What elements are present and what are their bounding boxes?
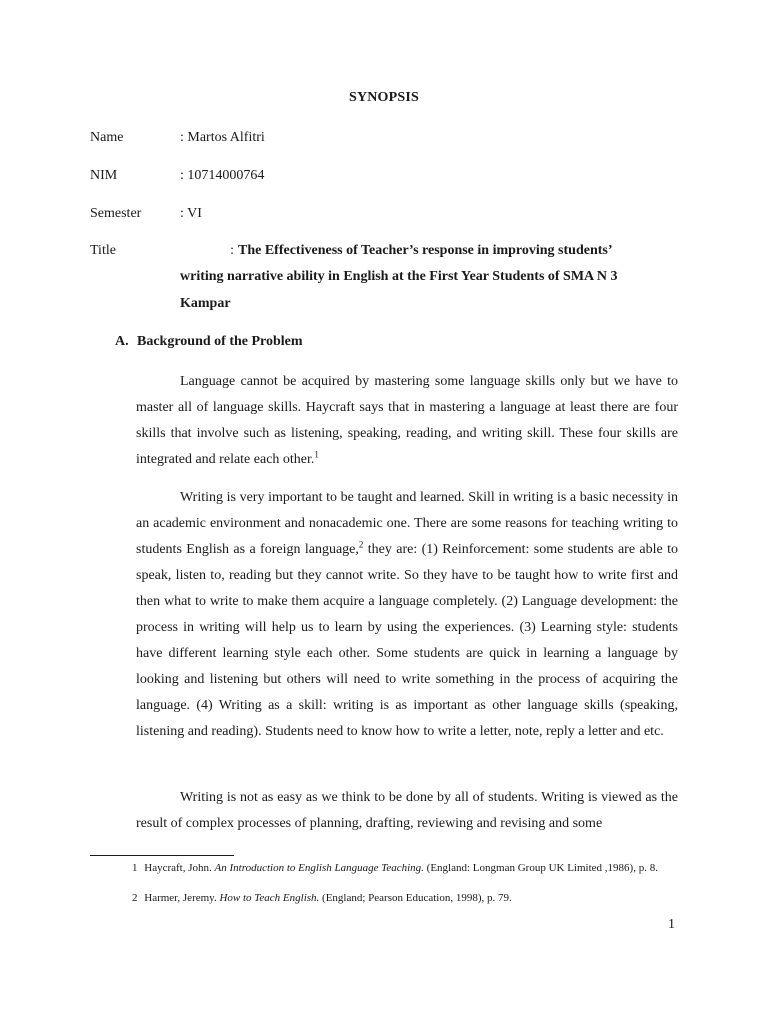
info-row-name [90,130,265,146]
page-number: 1 [668,917,675,932]
paragraph-text: Language cannot be acquired by mastering some language skills only but we have to master all of language skills. Haycraft says that in mastering a language at least there are four skills that involve such as listening, speaking, reading, and writing skill. These four skills are integrated and relate each other. [136,374,678,467]
paragraph-text: Writing is not as easy as we think to be done by all of students. Writing is viewed as the result of complex processes of planning, drafting, reviewing and revising and some [136,790,678,831]
footnote-publisher: (England: Longman Group UK Limited ,1986), p. 8. [426,862,658,874]
footnote-ref: 2 [358,539,364,550]
thesis-title-line: writing narrative ability in English at the First Year Students of SMA N 3 [180,269,618,284]
footnote-book-title: An Introduction to English Language Teaching. [214,862,424,874]
paragraph-2 [136,485,678,745]
info-label: Title [90,243,116,258]
thesis-title-line: The Effectiveness of Teacher’s response in improving students’ [238,243,613,258]
info-label: Semester [90,206,142,221]
footnote-2 [90,890,680,906]
info-row-title [90,243,690,259]
section-heading [115,334,303,350]
footnote-book-title: How to Teach English. [219,892,320,904]
footnote-divider [90,855,234,856]
info-row-semester [90,206,202,222]
info-row-nim [90,168,264,184]
paragraph-1 [136,369,678,473]
footnote-author: Harmer, Jeremy. [144,892,217,904]
footnote-ref: 1 [314,449,319,460]
footnote-publisher: (England; Pearson Education, 1998), p. 79. [322,892,512,904]
footnote-number: 1 [132,862,138,874]
page-title: SYNOPSIS [348,90,420,105]
info-value: : VI [180,206,202,221]
paragraph-text: they are: (1) Reinforcement: some students are able to speak, listen to, reading but they cannot write. So they have to be taught how to write first and then what to write to make them acquire a language completely. (2) Language development: the process in writing will help us to learn by using the experiences. (3) Learning style: students have different learning style each other. Some students are quick in learning a language by looking and listening but others will need to write something in the process of acquiring the language. (4) Writing as a skill: writing is as important as other language skills (speaking, listening and reading). Students need to know how to write a letter, note, reply a letter and etc. [136,542,678,739]
info-label: NIM [90,168,118,183]
info-value: : Martos Alfitri [180,130,265,145]
footnote-author: Haycraft, John. [144,862,212,874]
section-letter: A. [115,334,129,349]
thesis-title-line: Kampar [180,296,231,311]
paragraph-text: Writing is very important to be taught and learned. Skill in writing is a basic necessity in an academic environment and nonacademic one. There are some reasons for teaching writing to students English as a foreign language, [136,490,678,557]
footnote-1 [90,860,680,876]
footnote-number: 2 [132,892,138,904]
section-title: Background of the Problem [137,334,303,349]
info-label: Name [90,130,124,145]
info-value: : 10714000764 [180,168,265,183]
title-colon: : [230,243,234,258]
paragraph-3 [136,785,678,837]
